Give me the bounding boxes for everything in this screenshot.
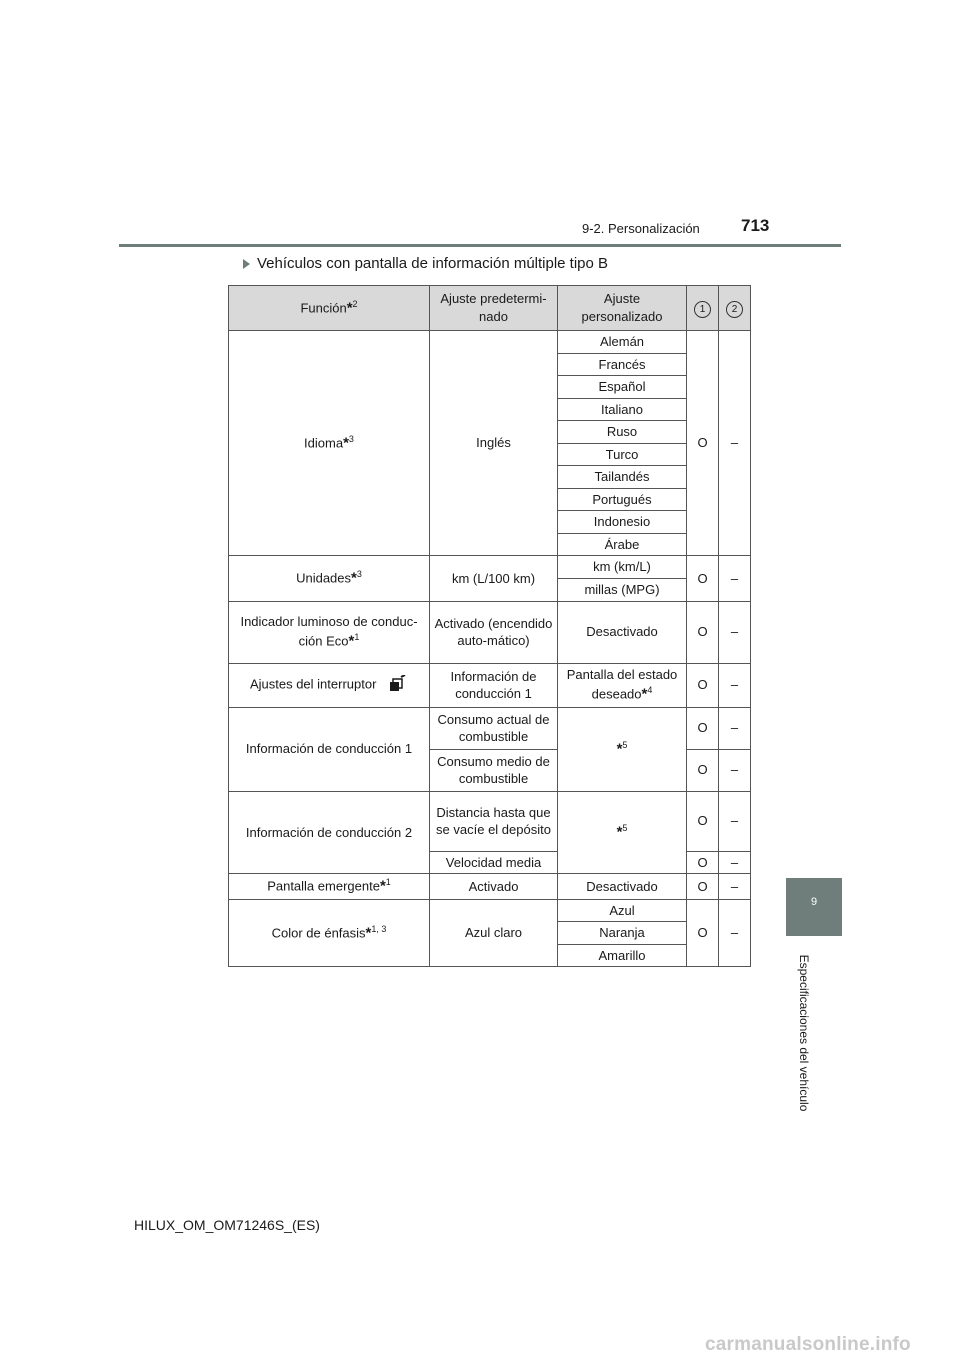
col2-idioma: – <box>719 331 751 556</box>
option-cell: Amarillo <box>558 944 687 967</box>
col2-info2-b: – <box>719 851 751 874</box>
option-cell: Tailandés <box>558 466 687 489</box>
table-row <box>229 791 751 851</box>
option-cell: millas (MPG) <box>558 579 687 602</box>
col1-info2-b: O <box>687 851 719 874</box>
col2-eco: – <box>719 601 751 663</box>
header-default: Ajuste predetermi-nado <box>430 286 558 331</box>
default-ajustes: Información de conducción 1 <box>430 663 558 707</box>
col1-eco: O <box>687 601 719 663</box>
chapter-label: Especificaciones del vehículo <box>797 954 811 1112</box>
option-cell: Indonesio <box>558 511 687 534</box>
col2-info1-b: – <box>719 749 751 791</box>
chapter-tab: 9 <box>786 878 842 936</box>
col1-idioma: O <box>687 331 719 556</box>
table-row <box>229 899 751 922</box>
header-function: Función*$^2$ <box>229 286 430 331</box>
default-info2-a: Distancia hasta que se vacíe el depósito <box>430 791 558 851</box>
col1-info1-b: O <box>687 749 719 791</box>
custom-eco: Desactivado <box>558 601 687 663</box>
option-cell: Turco <box>558 443 687 466</box>
col1-info1-a: O <box>687 707 719 749</box>
option-cell: Italiano <box>558 398 687 421</box>
col2-color: – <box>719 899 751 967</box>
option-cell: Azul <box>558 899 687 922</box>
col1-emergente: O <box>687 874 719 900</box>
document-code: HILUX_OM_OM71246S_(ES) <box>134 1217 320 1233</box>
col2-emergente: – <box>719 874 751 900</box>
default-info1-a: Consumo actual de combustible <box>430 707 558 749</box>
header-col-1: 1 <box>687 286 719 331</box>
table-row <box>229 331 751 354</box>
page-number: 713 <box>741 216 770 235</box>
option-cell: Árabe <box>558 533 687 556</box>
col2-info2-a: – <box>719 791 751 851</box>
option-cell: Alemán <box>558 331 687 354</box>
default-info1-b: Consumo medio de combustible <box>430 749 558 791</box>
default-idioma: Inglés <box>430 331 558 556</box>
table-row <box>229 707 751 749</box>
default-info2-b: Velocidad media <box>430 851 558 874</box>
header-custom: Ajuste personalizado <box>558 286 687 331</box>
table-row <box>229 601 751 663</box>
subheading-text: Vehículos con pantalla de información múltiple tipo B <box>257 255 609 272</box>
col1-info2-a: O <box>687 791 719 851</box>
settings-table <box>228 285 751 967</box>
table-row <box>229 556 751 579</box>
option-cell: Portugués <box>558 488 687 511</box>
option-cell: Francés <box>558 353 687 376</box>
func-idioma: Idioma*$^3$ <box>229 331 430 556</box>
col2-info1-a: – <box>719 707 751 749</box>
triangle-bullet-icon <box>243 259 250 269</box>
custom-info2: *$^5$ <box>558 791 687 874</box>
func-color: Color de énfasis*$^{1, 3}$ <box>229 899 430 967</box>
option-cell: Ruso <box>558 421 687 444</box>
table-row <box>229 663 751 707</box>
func-info2: Información de conducción 2 <box>229 791 430 874</box>
func-emergente: Pantalla emergente*$^1$ <box>229 874 430 900</box>
option-cell: Español <box>558 376 687 399</box>
header-col-2: 2 <box>719 286 751 331</box>
default-color: Azul claro <box>430 899 558 967</box>
func-info1: Información de conducción 1 <box>229 707 430 791</box>
func-eco: Indicador luminoso de conduc-ción Eco*$^1$ <box>229 601 430 663</box>
default-eco: Activado (encendido auto-mático) <box>430 601 558 663</box>
option-cell: Naranja <box>558 922 687 945</box>
default-emergente: Activado <box>430 874 558 900</box>
header-rule <box>119 244 841 247</box>
custom-emergente: Desactivado <box>558 874 687 900</box>
col1-unidades: O <box>687 556 719 601</box>
watermark: carmanualsonline.info <box>705 1334 911 1355</box>
subheading <box>243 255 608 272</box>
col2-unidades: – <box>719 556 751 601</box>
col1-color: O <box>687 899 719 967</box>
custom-ajustes: Pantalla del estado deseado*$^4$ <box>558 663 687 707</box>
table-header-row <box>229 286 751 331</box>
switch-icon <box>388 675 408 695</box>
default-unidades: km (L/100 km) <box>430 556 558 601</box>
col2-ajustes: – <box>719 663 751 707</box>
option-cell: km (km/L) <box>558 556 687 579</box>
col1-ajustes: O <box>687 663 719 707</box>
custom-info1: *$^5$ <box>558 707 687 791</box>
section-title: 9-2. Personalización <box>582 221 700 236</box>
func-ajustes: Ajustes del interruptor <box>229 663 430 707</box>
table-row <box>229 874 751 900</box>
func-unidades: Unidades*$^3$ <box>229 556 430 601</box>
